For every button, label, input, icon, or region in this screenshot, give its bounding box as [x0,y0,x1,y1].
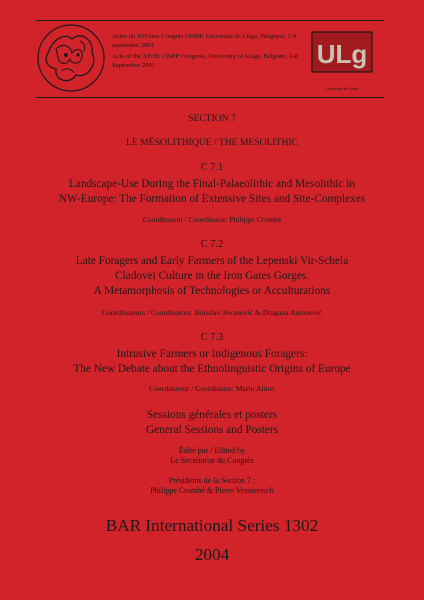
top-rule [36,20,384,21]
session-title [0,347,424,377]
general-sessions [0,408,424,438]
edited-by-label: Édité par / Edited by [178,446,246,455]
session-title-line: A Metamorphosis of Technologies or Acculturations [93,285,331,297]
session-title [0,254,424,299]
congress-acts-text [112,33,302,73]
section-title: LE MÉSOLITHIQUE / THE MESOLITHIC [126,137,298,148]
header-rule [36,97,384,98]
session-title [0,177,424,207]
ulg-logo-subtitle: Université de Liège [326,86,358,91]
session-title-line: Late Foragers and Early Farmers of the Lepenski Vir-Schela [75,255,349,267]
acts-line-en: Acts of the XIVth UISPP Congress, University of Liège, Belgium, 2-8 September 2001 [112,53,299,69]
session-title-line: Cladovei Culture in the Iron Gates Gorges. [115,270,309,282]
session-title-line: Landscape-Use During the Final-Palaeolithic and Mesolithic in [68,178,356,190]
acts-line-fr: Actes du XIVème Congrès UISPP, Université de Liège, Belgique, 2-8 septembre 2001 [112,33,297,49]
ulg-logo [311,31,373,85]
ulg-logo-text: ULg [316,39,368,69]
general-sessions-fr: Sessions générales et posters [146,409,278,421]
general-sessions-en: General Sessions and Posters [145,424,279,436]
section-number: SECTION 7 [188,113,236,124]
presidents-label: Présidents de la Section 7 : [168,476,256,485]
session-code: C 7.2 [200,239,224,250]
session-title-line: Intrusive Farmers or Indigenous Foragers: [116,348,308,360]
session-title-line: The New Debate about the Ethnolinguistic Origins of Europe [73,363,351,375]
presidents [0,476,424,496]
publication-year: 2004 [194,545,230,564]
session-coordinator: Coordinateur / Coordinator: Philippe Crombé [142,215,282,224]
session-coordinator: Coordinateur / Coordinator: Mario Alinei [149,384,275,393]
presidents-names: Philippe Crombé & Pierre Vermeersch [150,486,274,495]
editors [0,446,424,466]
session-title-line: NW-Europe: The Formation of Extensive Sites and Site-Complexes [58,193,366,205]
uispp-emblem-icon [36,23,106,93]
session-code: C 7.1 [200,162,224,173]
session-code: C 7.3 [200,332,224,343]
series-title: BAR International Series 1302 [105,516,319,535]
edited-by-name: Le Secrétariat du Congrès [170,456,254,465]
session-coordinator: Coordinateurs / Coordinators: Borislav Jovanović & Dragana Antonović [102,308,322,317]
